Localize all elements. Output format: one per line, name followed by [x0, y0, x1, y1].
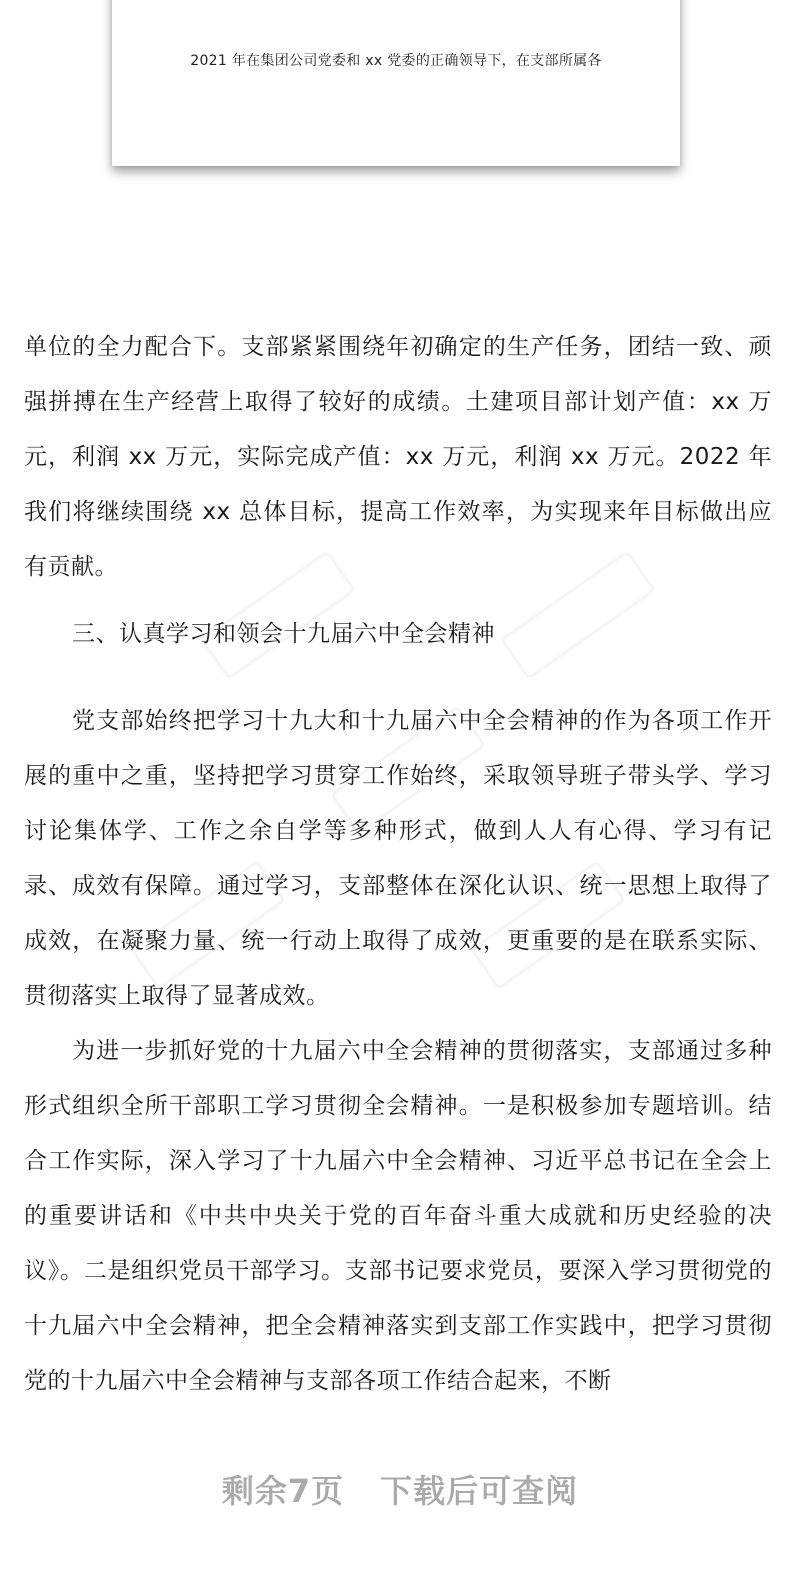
document-body: [24, 320, 772, 1409]
download-prompt[interactable]: [0, 1466, 800, 1512]
section-heading: 三、认真学习和领会十九届六中全会精神: [72, 621, 495, 647]
body-paragraph: 单位的全力配合下。支部紧紧围绕年初确定的生产任务，团结一致、顽强拼搏在生产经营上取得了较好的成绩。土建项目部计划产值：xx 万元，利润 xx 万元，实际完成产值：xx 万元，利润 xx 万元。2022 年我们将继续围绕 xx 总体目标，提高工作效率，为实现来年目标做出应有贡献。: [24, 334, 772, 580]
download-hint-label[interactable]: 下载后可查阅: [380, 1472, 579, 1510]
remaining-pages-label[interactable]: 剩余7页: [221, 1472, 345, 1510]
preview-text-line: 2021 年在集团公司党委和 xx 党委的正确领导下，在支部所属各: [190, 53, 602, 69]
body-paragraph: 党支部始终把学习十九大和十九届六中全会精神的作为各项工作开展的重中之重，坚持把学习贯穿工作始终，采取领导班子带头学、学习讨论集体学、工作之余自学等多种形式，做到人人有心得、学习有记录、成效有保障。通过学习，支部整体在深化认识、统一思想上取得了成效，在凝聚力量、统一行动上取得了成效，更重要的是在联系实际、贯彻落实上取得了显著成效。: [24, 708, 772, 1009]
body-paragraph: 为进一步抓好党的十九届六中全会精神的贯彻落实，支部通过多种形式组织全所干部职工学习贯彻全会精神。一是积极参加专题培训。结合工作实际，深入学习了十九届六中全会精神、习近平总书记在全会上的重要讲话和《中共中央关于党的百年奋斗重大成就和历史经验的决议》。二是组织党员干部学习。支部书记要求党员，要深入学习贯彻党的十九届六中全会精神，把全会精神落实到支部工作实践中，把学习贯彻党的十九届六中全会精神与支部各项工作结合起来，不断: [24, 1038, 772, 1394]
document-preview-card: [112, 0, 680, 166]
